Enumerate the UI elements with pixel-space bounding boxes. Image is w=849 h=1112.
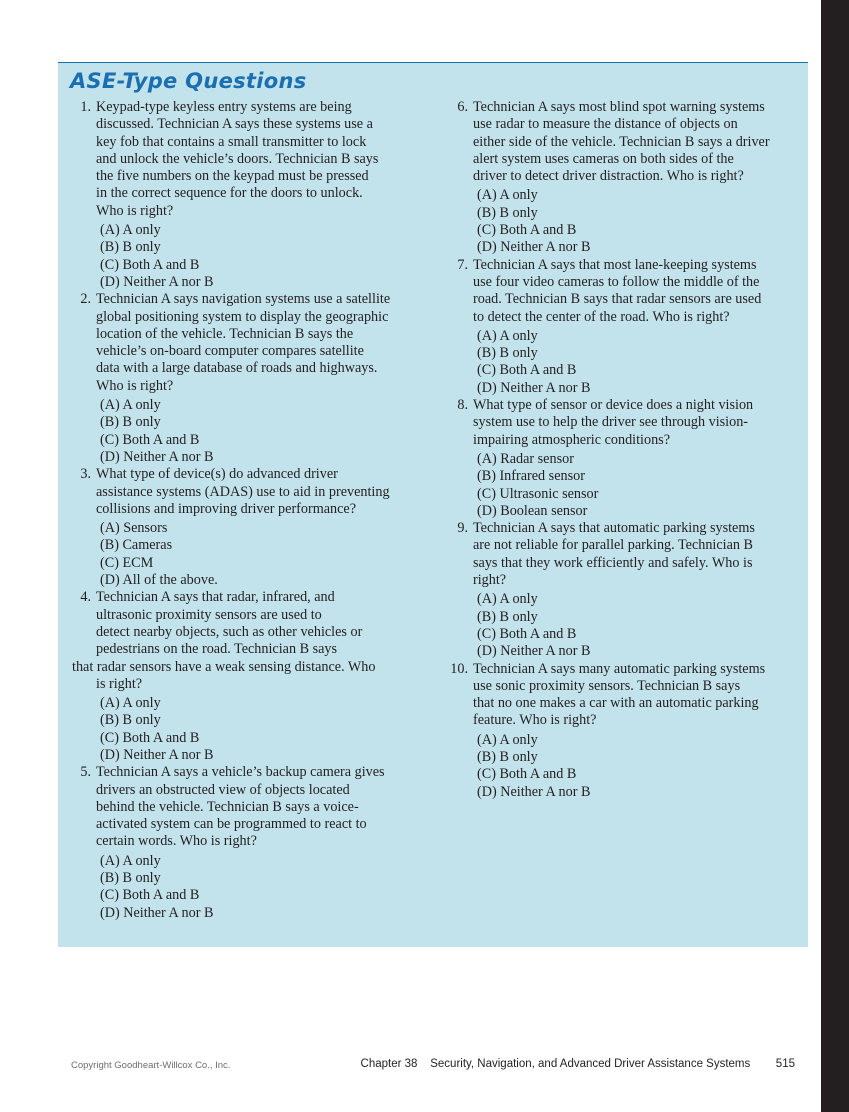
answer-option-c: (C) Both A and B — [100, 729, 200, 746]
question-10 — [443, 661, 795, 801]
question-number: 1. — [80, 99, 91, 115]
answer-options — [96, 520, 418, 589]
answer-option-b: (B) B only — [100, 870, 161, 887]
answer-option-b: (B) Cameras — [100, 537, 173, 554]
question-number: 9. — [457, 520, 468, 537]
answer-option-c: (C) Both A and B — [100, 887, 200, 904]
answer-option-d: (D) Neither A nor B — [477, 783, 591, 800]
answer-option-a: (A) A only — [477, 187, 538, 204]
answer-option-d: (D) Neither A nor B — [100, 448, 214, 465]
answer-option-d: (D) Neither A nor B — [100, 746, 214, 763]
answer-option-d: (D) Neither A nor B — [477, 379, 591, 396]
questions-column-left — [66, 99, 418, 922]
questions-column-right — [443, 99, 795, 801]
answer-option-c: (C) Both A and B — [477, 766, 577, 783]
question-text: Keypad-type keyless entry systems are being discussed. Technician A says these systems use a key fob that contains a small transmitter to lock and unlock the vehicle’s doors. Technician B says the five numbers on the keypad must be pressed in the correct sequence for the doors to unlock. Who is right? — [96, 99, 379, 219]
answer-option-c: (C) Both A and B — [100, 431, 200, 448]
footer-copyright: Copyright Goodheart-Willcox Co., Inc. — [71, 1060, 231, 1071]
question-text-outdented-line: that radar sensors have a weak sensing distance. Who — [72, 658, 376, 675]
answer-options — [473, 591, 795, 660]
page-edge-bar — [821, 0, 849, 1112]
question-text: Technician A says that radar, infrared, and ultrasonic proximity sensors are used to detect nearby objects, such as other vehicles or pedestrians on the road. Technician B says — [96, 589, 363, 658]
answer-options — [473, 451, 795, 520]
answer-option-c: (C) Both A and B — [477, 222, 577, 239]
answer-option-d: (D) Neither A nor B — [477, 643, 591, 660]
answer-option-d: (D) Neither A nor B — [100, 904, 214, 921]
question-text: Technician A says many automatic parking systems use sonic proximity sensors. Technician B says that no one makes a car with an automatic parking feature. Who is right? — [473, 660, 766, 729]
question-6 — [443, 99, 795, 257]
question-text: What type of sensor or device does a night vision system use to help the driver see through vision- impairing atmospheric conditions? — [473, 397, 754, 448]
answer-option-d: (D) Neither A nor B — [100, 273, 214, 290]
answer-option-b: (B) Infrared sensor — [477, 468, 585, 485]
answer-options — [96, 222, 418, 291]
question-number: 2. — [80, 291, 91, 308]
question-text: Technician A says a vehicle’s backup camera gives drivers an obstructed view of objects located behind the vehicle. Technician B says a voice- activated system can be programmed to react to certain words. Who is right? — [96, 764, 385, 850]
footer-chapter-page: Chapter 38 Security, Navigation, and Advanced Driver Assistance Systems 515 — [360, 1058, 795, 1070]
question-number: 5. — [80, 764, 91, 781]
answer-option-a: (A) A only — [477, 731, 538, 748]
question-text: Technician A says navigation systems use a satellite global positioning system to display the geographic location of the vehicle. Technician B says the vehicle’s on-board computer compares satellite data with a large database of roads and highways. Who is right? — [96, 291, 391, 394]
question-text: Technician A says most blind spot warning systems use radar to measure the distance of objects on either side of the vehicle. Technician B says a driver alert system uses cameras on both sides of the driver to detect driver distraction. Who is right? — [473, 99, 770, 185]
answer-options — [96, 853, 418, 922]
answer-option-c: (C) Both A and B — [477, 625, 577, 642]
answer-option-a: (A) A only — [477, 591, 538, 608]
question-number: 4. — [80, 589, 91, 606]
question-text: Technician A says that most lane-keeping systems use four video cameras to follow the middle of the road. Technician B says that radar sensors are used to detect the center of the road. Who is right? — [473, 256, 762, 325]
question-5 — [66, 764, 418, 922]
answer-option-a: (A) A only — [477, 327, 538, 344]
question-number: 7. — [457, 256, 468, 273]
answer-option-a: (A) Sensors — [100, 520, 168, 537]
question-text: Technician A says that automatic parking systems are not reliable for parallel parking. Technician B says that they work efficiently and safely. Who is right? — [473, 520, 755, 589]
question-9 — [443, 520, 795, 660]
answer-options — [473, 187, 795, 256]
answer-option-d: (D) All of the above. — [100, 572, 218, 589]
question-8 — [443, 397, 795, 520]
answer-option-d: (D) Neither A nor B — [477, 239, 591, 256]
question-7 — [443, 257, 795, 397]
answer-option-a: (A) A only — [100, 222, 161, 239]
answer-option-c: (C) Ultrasonic sensor — [477, 485, 599, 502]
answer-option-a: (A) Radar sensor — [477, 450, 574, 467]
answer-option-b: (B) B only — [477, 345, 538, 362]
question-4 — [66, 589, 418, 764]
answer-option-c: (C) Both A and B — [477, 362, 577, 379]
question-text-continued: is right? — [96, 675, 143, 692]
answer-option-a: (A) A only — [100, 852, 161, 869]
question-number: 6. — [457, 99, 468, 115]
answer-option-c: (C) Both A and B — [100, 256, 200, 273]
answer-option-b: (B) B only — [477, 608, 538, 625]
answer-option-d: (D) Boolean sensor — [477, 502, 588, 519]
answer-option-c: (C) ECM — [100, 554, 154, 571]
question-1 — [66, 99, 418, 291]
answer-option-b: (B) B only — [477, 204, 538, 221]
answer-options — [473, 732, 795, 801]
answer-option-b: (B) B only — [100, 239, 161, 256]
question-number: 8. — [457, 397, 468, 414]
answer-options — [96, 695, 418, 764]
question-3 — [66, 466, 418, 589]
answer-option-a: (A) A only — [100, 397, 161, 414]
question-2 — [66, 291, 418, 466]
question-number: 10. — [450, 660, 468, 677]
ase-questions-panel — [58, 62, 808, 947]
section-title: ASE-Type Questions — [70, 69, 307, 93]
question-text: What type of device(s) do advanced driver assistance systems (ADAS) use to aid in preventing collisions and improving driver performance? — [96, 466, 390, 517]
answer-options — [473, 328, 795, 397]
answer-options — [96, 397, 418, 466]
answer-option-a: (A) A only — [100, 695, 161, 712]
answer-option-b: (B) B only — [100, 414, 161, 431]
question-number: 3. — [80, 466, 91, 483]
answer-option-b: (B) B only — [100, 712, 161, 729]
answer-option-b: (B) B only — [477, 748, 538, 765]
